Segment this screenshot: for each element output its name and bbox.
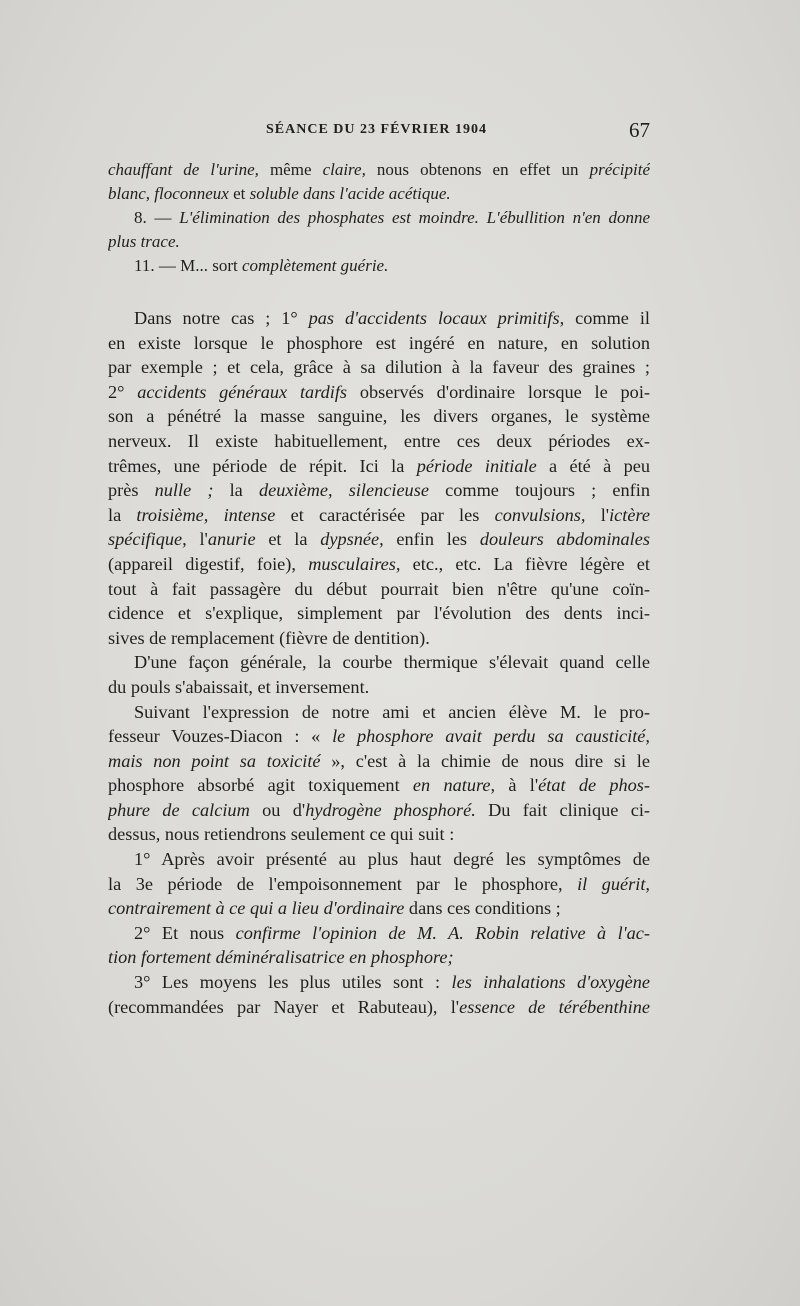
text-line xyxy=(108,380,650,405)
italic-run: ictère xyxy=(609,504,650,525)
text-line xyxy=(108,995,650,1020)
text-line xyxy=(108,970,650,995)
text-run: 2° Et nous xyxy=(134,922,236,943)
italic-run: confirme l'opinion de M. A. Robin relative à l'ac- xyxy=(235,922,650,943)
text-run: etc., etc. La fièvre légère et xyxy=(400,553,650,574)
text-run: par exemple ; et cela, grâce à sa dilution à la faveur des graines ; xyxy=(108,357,650,378)
text-run: la xyxy=(213,480,259,501)
text-run: et xyxy=(228,184,250,203)
italic-run: convulsions, xyxy=(494,504,586,525)
text-line xyxy=(108,700,650,725)
italic-run: claire, xyxy=(322,160,366,179)
italic-run: deuxième, silencieuse xyxy=(258,480,429,501)
text-run: 2° xyxy=(108,381,138,402)
text-run: nerveux. Il existe habituellement, entre ces deux périodes ex- xyxy=(108,430,650,451)
text-line xyxy=(108,306,650,331)
italic-run: état de phos- xyxy=(538,775,650,796)
text-run: 11. — M... sort xyxy=(134,256,242,275)
text-line xyxy=(108,429,650,454)
text-line xyxy=(108,478,650,503)
text-run: nous obtenons en effet un xyxy=(365,160,590,179)
text-line xyxy=(108,230,650,254)
text-run: », c'est à la chimie de nous dire si le xyxy=(320,750,650,771)
italic-run: essence de térébenthine xyxy=(459,996,650,1017)
page-number: 67 xyxy=(629,118,650,142)
italic-run: douleurs abdominales xyxy=(479,529,650,550)
text-line xyxy=(108,254,650,278)
text-line xyxy=(108,847,650,872)
text-run: 3° Les moyens les plus utiles sont : xyxy=(134,972,452,993)
text-line xyxy=(108,675,650,700)
text-line xyxy=(108,822,650,847)
text-run: comme il xyxy=(564,308,650,328)
italic-run: mais non point sa toxicité xyxy=(108,750,321,771)
italic-run: précipité xyxy=(589,160,650,179)
text-run: dans ces conditions ; xyxy=(404,898,561,919)
text-run: et la xyxy=(255,529,321,550)
italic-run: blanc, floconneux xyxy=(108,184,229,203)
italic-run: soluble dans l'acide acétique. xyxy=(249,184,451,203)
text-run: cidence et s'explique, simplement par l'évolution des dents inci- xyxy=(108,603,650,624)
italic-run: chauffant de l'urine, xyxy=(108,160,259,179)
text-run: observés d'ordinaire lorsque le poi- xyxy=(347,381,650,402)
italic-run: période initiale xyxy=(416,455,537,476)
text-line xyxy=(108,454,650,479)
italic-run: anurie xyxy=(207,529,256,550)
text-line xyxy=(108,650,650,675)
text-run: phosphore absorbé agit toxiquement xyxy=(108,775,413,796)
text-run: la 3e période de l'empoisonnement par le phosphore, xyxy=(108,873,578,894)
italic-run: il guérit, xyxy=(577,873,650,894)
text-line xyxy=(108,404,650,429)
text-line xyxy=(108,601,650,626)
text-line xyxy=(108,724,650,749)
italic-run: tion fortement déminéralisatrice en phosphore; xyxy=(108,947,454,968)
text-line xyxy=(108,158,650,182)
text-run: l' xyxy=(186,529,208,550)
italic-run: en nature, xyxy=(412,775,496,796)
italic-run: contrairement à ce qui a lieu d'ordinaire xyxy=(108,898,405,919)
text-line xyxy=(108,527,650,552)
text-run: 8. — xyxy=(134,208,180,227)
text-line xyxy=(108,749,650,774)
text-line xyxy=(108,552,650,577)
text-line xyxy=(108,503,650,528)
text-run: même xyxy=(258,160,323,179)
text-run: (appareil digestif, foie), xyxy=(108,553,309,574)
text-line xyxy=(108,182,650,206)
italic-run: nulle ; xyxy=(154,480,214,501)
text-run: son a pénétré la masse sanguine, les divers organes, le système xyxy=(108,406,650,427)
text-line xyxy=(108,626,650,651)
text-run: Du fait clinique ci- xyxy=(475,799,650,820)
text-run: ou d' xyxy=(249,799,306,820)
italic-run: phure de calcium xyxy=(108,799,250,820)
text-run: à l' xyxy=(495,775,539,796)
text-run: et caractérisée par les xyxy=(275,504,495,525)
text-run: la xyxy=(108,504,137,525)
italic-run: les inhalations d'oxygène xyxy=(451,972,650,993)
text-line xyxy=(108,577,650,602)
text-line xyxy=(108,798,650,823)
observation-notes xyxy=(108,158,650,278)
text-line xyxy=(108,331,650,356)
text-run: a été à peu xyxy=(536,455,650,476)
italic-run: le phosphore avait perdu sa causticité, xyxy=(332,726,650,747)
text-line xyxy=(108,773,650,798)
discussion-text xyxy=(108,306,650,1019)
italic-run: plus trace. xyxy=(108,232,180,251)
text-run: trêmes, une période de répit. Ici la xyxy=(108,455,417,476)
italic-run: troisième, intense xyxy=(136,504,276,525)
text-run: 1° Après avoir présenté au plus haut degré les symptômes de xyxy=(134,849,650,870)
italic-run: dypsnée, xyxy=(320,529,384,550)
italic-run: pas d'accidents locaux primitifs, xyxy=(308,308,565,328)
text-run: en existe lorsque le phosphore est ingéré en nature, en solution xyxy=(108,332,650,353)
text-line xyxy=(108,355,650,380)
text-line xyxy=(108,206,650,230)
text-run: fesseur Vouzes-Diacon : « xyxy=(108,726,333,747)
text-run: (recommandées par Nayer et Rabuteau), l' xyxy=(108,996,460,1017)
text-line xyxy=(108,921,650,946)
text-run: Suivant l'expression de notre ami et ancien élève M. le pro- xyxy=(134,701,650,722)
italic-run: L'élimination des phosphates est moindre. L'ébullition n'en donne xyxy=(179,208,650,227)
italic-run: musculaires, xyxy=(308,553,401,574)
text-run: comme toujours ; enfin xyxy=(428,480,650,501)
text-run: l' xyxy=(585,504,610,525)
text-run: enfin les xyxy=(383,529,480,550)
text-line xyxy=(108,945,650,970)
text-run: tout à fait passagère du début pourrait bien n'être qu'une coïn- xyxy=(108,578,650,599)
text-line xyxy=(108,872,650,897)
italic-run: hydrogène phosphoré. xyxy=(305,799,476,820)
text-run: Dans notre cas ; 1° xyxy=(134,308,309,328)
text-run: dessus, nous retiendrons seulement ce qui suit : xyxy=(108,824,455,845)
italic-run: accidents généraux tardifs xyxy=(137,381,348,402)
text-run: sives de remplacement (fièvre de dentition). xyxy=(108,627,430,648)
text-run: D'une façon générale, la courbe thermique s'élevait quand celle xyxy=(134,652,650,673)
text-line xyxy=(108,896,650,921)
text-run: du pouls s'abaissait, et inversement. xyxy=(108,676,370,697)
italic-run: complètement guérie. xyxy=(242,256,389,275)
italic-run: spécifique, xyxy=(108,529,187,550)
page-header xyxy=(108,120,650,146)
text-run: près xyxy=(108,480,155,501)
running-head: SÉANCE DU 23 FÉVRIER 1904 xyxy=(266,122,488,137)
